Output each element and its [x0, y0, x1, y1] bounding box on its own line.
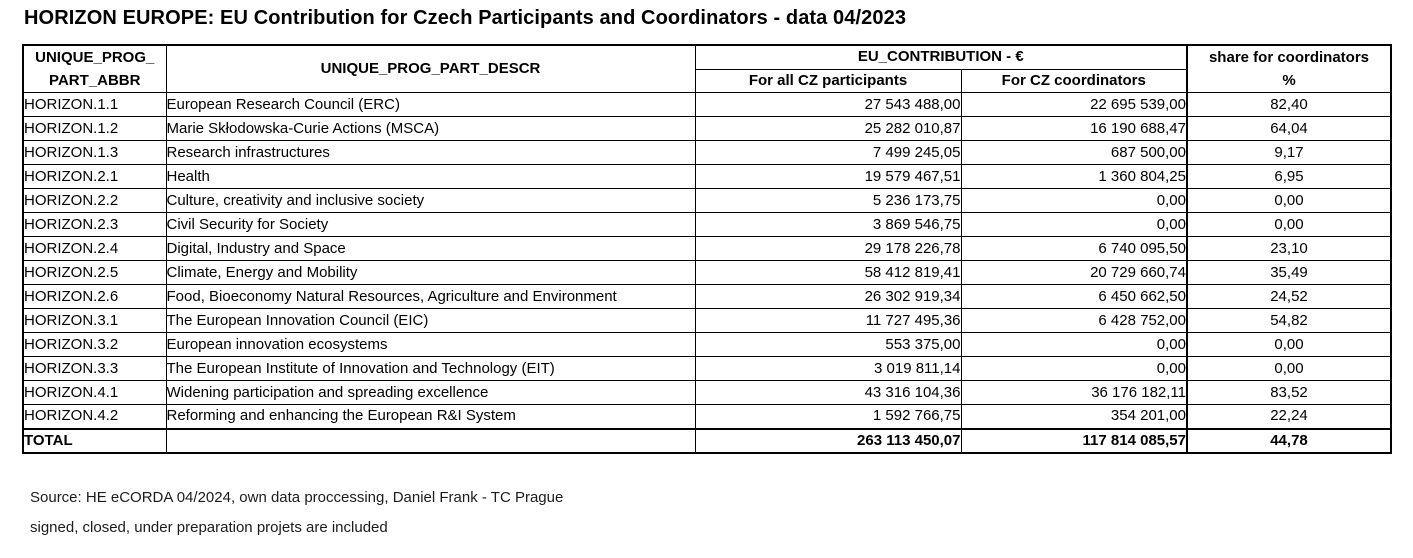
- row-abbr-cell: HORIZON.4.1: [23, 381, 166, 405]
- contribution-table: [22, 44, 1392, 454]
- page-title: HORIZON EUROPE: EU Contribution for Czech Participants and Coordinators - data 04/2023: [24, 7, 907, 29]
- row-abbr-cell: HORIZON.2.4: [23, 237, 166, 261]
- table-row: [23, 405, 1391, 429]
- table-row: [23, 381, 1391, 405]
- source-line: Source: HE eCORDA 04/2024, own data proccessing, Daniel Frank - TC Prague: [30, 489, 564, 506]
- table-row: [23, 333, 1391, 357]
- row-share-cell: 6,95: [1187, 165, 1391, 189]
- header-eu-contribution: EU_CONTRIBUTION - €: [695, 45, 1187, 69]
- row-coordinators-cell: 16 190 688,47: [961, 117, 1187, 141]
- table-footer: [23, 429, 1391, 453]
- row-share-cell: 9,17: [1187, 141, 1391, 165]
- row-participants-cell: 553 375,00: [695, 333, 961, 357]
- row-share-cell: 24,52: [1187, 285, 1391, 309]
- total-label: TOTAL: [23, 429, 166, 453]
- row-share-cell: 23,10: [1187, 237, 1391, 261]
- header-descr: UNIQUE_PROG_PART_DESCR: [166, 45, 695, 93]
- row-coordinators-cell: 20 729 660,74: [961, 261, 1187, 285]
- row-participants-cell: 1 592 766,75: [695, 405, 961, 429]
- table-row: [23, 237, 1391, 261]
- row-descr-cell: Climate, Energy and Mobility: [166, 261, 695, 285]
- total-coordinators: 117 814 085,57: [961, 429, 1187, 453]
- row-participants-cell: 58 412 819,41: [695, 261, 961, 285]
- header-row-1: [23, 45, 1391, 69]
- row-descr-cell: Health: [166, 165, 695, 189]
- row-coordinators-cell: 22 695 539,00: [961, 93, 1187, 117]
- table-row: [23, 141, 1391, 165]
- row-participants-cell: 5 236 173,75: [695, 189, 961, 213]
- row-descr-cell: Marie Skłodowska-Curie Actions (MSCA): [166, 117, 695, 141]
- row-abbr-cell: HORIZON.2.3: [23, 213, 166, 237]
- row-participants-cell: 29 178 226,78: [695, 237, 961, 261]
- row-abbr-cell: HORIZON.1.3: [23, 141, 166, 165]
- row-share-cell: 82,40: [1187, 93, 1391, 117]
- table-row: [23, 309, 1391, 333]
- row-coordinators-cell: 0,00: [961, 333, 1187, 357]
- row-coordinators-cell: 6 428 752,00: [961, 309, 1187, 333]
- row-abbr-cell: HORIZON.2.6: [23, 285, 166, 309]
- header-abbr: [23, 45, 166, 93]
- table-row: [23, 93, 1391, 117]
- row-descr-cell: Digital, Industry and Space: [166, 237, 695, 261]
- row-share-cell: 0,00: [1187, 333, 1391, 357]
- row-participants-cell: 7 499 245,05: [695, 141, 961, 165]
- table-row: [23, 357, 1391, 381]
- header-share: [1187, 45, 1391, 93]
- header-participants: For all CZ participants: [695, 69, 961, 93]
- note-line: signed, closed, under preparation projets are included: [30, 519, 388, 536]
- header-abbr-line1: UNIQUE_PROG_: [35, 49, 155, 66]
- row-share-cell: 0,00: [1187, 213, 1391, 237]
- row-abbr-cell: HORIZON.3.2: [23, 333, 166, 357]
- row-descr-cell: European Research Council (ERC): [166, 93, 695, 117]
- row-descr-cell: European innovation ecosystems: [166, 333, 695, 357]
- row-participants-cell: 11 727 495,36: [695, 309, 961, 333]
- row-abbr-cell: HORIZON.4.2: [23, 405, 166, 429]
- row-abbr-cell: HORIZON.1.2: [23, 117, 166, 141]
- row-participants-cell: 27 543 488,00: [695, 93, 961, 117]
- row-participants-cell: 43 316 104,36: [695, 381, 961, 405]
- row-coordinators-cell: 36 176 182,11: [961, 381, 1187, 405]
- row-abbr-cell: HORIZON.3.3: [23, 357, 166, 381]
- table-row: [23, 285, 1391, 309]
- total-descr-empty: [166, 429, 695, 453]
- row-descr-cell: The European Innovation Council (EIC): [166, 309, 695, 333]
- table-header: [23, 45, 1391, 93]
- total-share: 44,78: [1187, 429, 1391, 453]
- header-share-line1: share for coordinators: [1208, 49, 1370, 66]
- row-coordinators-cell: 6 740 095,50: [961, 237, 1187, 261]
- row-coordinators-cell: 354 201,00: [961, 405, 1187, 429]
- row-abbr-cell: HORIZON.2.1: [23, 165, 166, 189]
- row-coordinators-cell: 0,00: [961, 357, 1187, 381]
- row-descr-cell: Reforming and enhancing the European R&I System: [166, 405, 695, 429]
- row-descr-cell: Food, Bioeconomy Natural Resources, Agriculture and Environment: [166, 285, 695, 309]
- header-share-line2: %: [1282, 72, 1296, 89]
- total-participants: 263 113 450,07: [695, 429, 961, 453]
- table-row: [23, 213, 1391, 237]
- row-participants-cell: 25 282 010,87: [695, 117, 961, 141]
- table-row: [23, 117, 1391, 141]
- row-coordinators-cell: 0,00: [961, 213, 1187, 237]
- row-descr-cell: The European Institute of Innovation and Technology (EIT): [166, 357, 695, 381]
- row-descr-cell: Widening participation and spreading excellence: [166, 381, 695, 405]
- table-row: [23, 261, 1391, 285]
- row-abbr-cell: HORIZON.2.5: [23, 261, 166, 285]
- row-abbr-cell: HORIZON.2.2: [23, 189, 166, 213]
- row-participants-cell: 3 019 811,14: [695, 357, 961, 381]
- row-coordinators-cell: 0,00: [961, 189, 1187, 213]
- table-body: [23, 93, 1391, 429]
- row-share-cell: 0,00: [1187, 189, 1391, 213]
- row-share-cell: 54,82: [1187, 309, 1391, 333]
- header-coordinators: For CZ coordinators: [961, 69, 1187, 93]
- row-coordinators-cell: 687 500,00: [961, 141, 1187, 165]
- row-participants-cell: 3 869 546,75: [695, 213, 961, 237]
- row-share-cell: 22,24: [1187, 405, 1391, 429]
- row-descr-cell: Culture, creativity and inclusive society: [166, 189, 695, 213]
- row-share-cell: 35,49: [1187, 261, 1391, 285]
- row-abbr-cell: HORIZON.1.1: [23, 93, 166, 117]
- table-row: [23, 189, 1391, 213]
- row-share-cell: 0,00: [1187, 357, 1391, 381]
- row-share-cell: 64,04: [1187, 117, 1391, 141]
- row-descr-cell: Research infrastructures: [166, 141, 695, 165]
- table-row: [23, 165, 1391, 189]
- row-participants-cell: 26 302 919,34: [695, 285, 961, 309]
- row-descr-cell: Civil Security for Society: [166, 213, 695, 237]
- header-abbr-line2: PART_ABBR: [49, 72, 141, 89]
- total-row: [23, 429, 1391, 453]
- row-coordinators-cell: 1 360 804,25: [961, 165, 1187, 189]
- row-share-cell: 83,52: [1187, 381, 1391, 405]
- row-coordinators-cell: 6 450 662,50: [961, 285, 1187, 309]
- row-abbr-cell: HORIZON.3.1: [23, 309, 166, 333]
- row-participants-cell: 19 579 467,51: [695, 165, 961, 189]
